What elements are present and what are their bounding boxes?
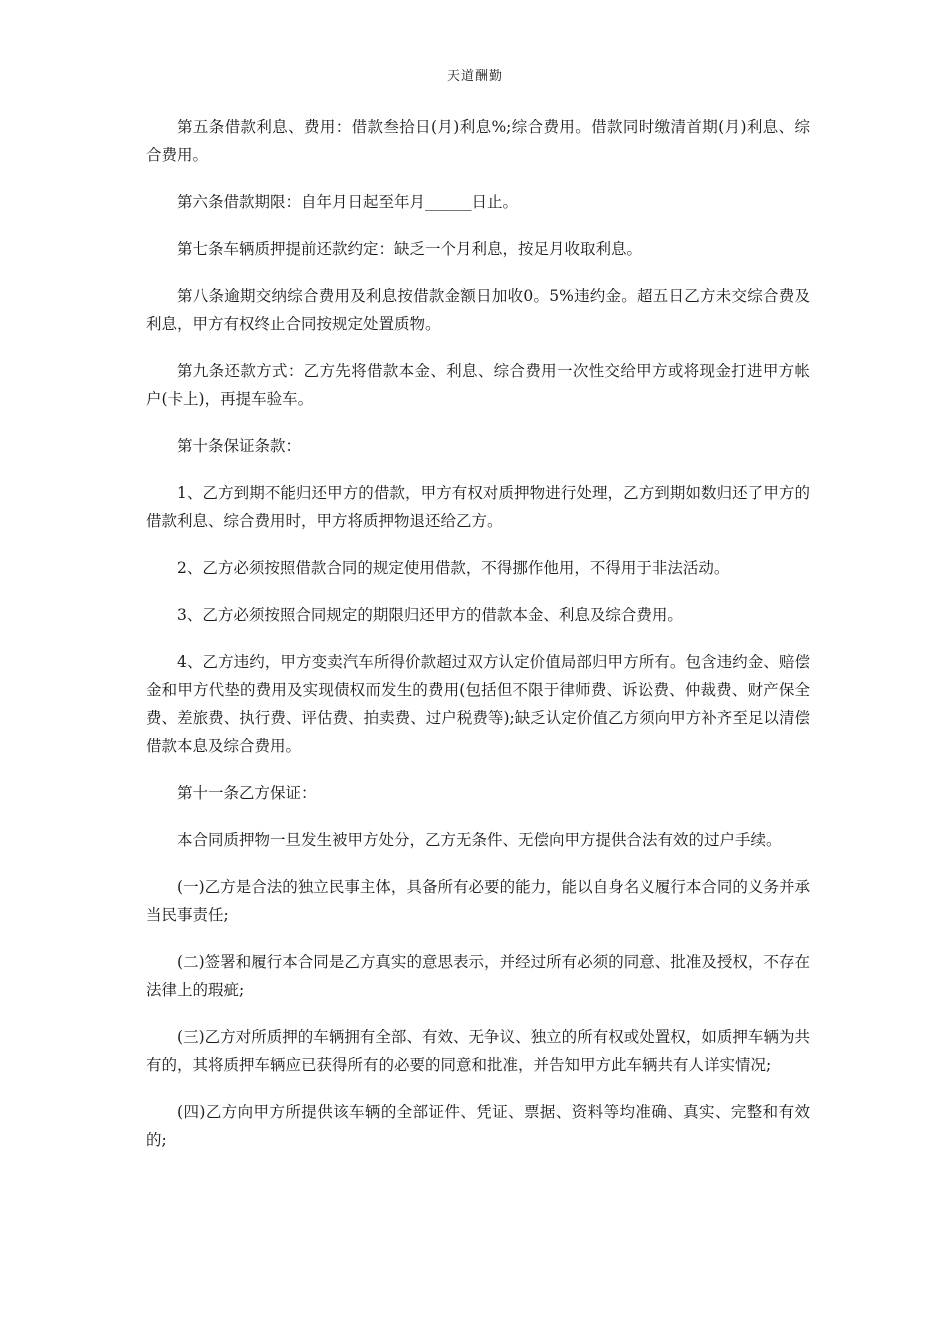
clause-5-interest-fees: 第五条借款利息、费用：借款叁拾日(月)利息%;综合费用。借款同时缴清首期(月)利息、综合费用。 [146,118,810,164]
clause-9-repayment-method: 第九条还款方式：乙方先将借款本金、利息、综合费用一次性交给甲方或将现金打进甲方帐户(卡上)，再提车验车。 [146,362,810,408]
clause-8-overdue-penalty: 第八条逾期交纳综合费用及利息按借款金额日加收0。5%违约金。超五日乙方未交综合费及利息，甲方有权终止合同按规定处置质物。 [146,287,810,333]
page-header: 天道酬勤 [446,69,503,84]
clause-11-heading: 第十一条乙方保证： [177,784,317,802]
clause-10-item-1: 1、乙方到期不能归还甲方的借款，甲方有权对质押物进行处理，乙方到期如数归还了甲方的借款利息、综合费用时，甲方将质押物退还给乙方。 [146,484,810,530]
clause-11-intro: 本合同质押物一旦发生被甲方处分，乙方无条件、无偿向甲方提供合法有效的过户手续。 [177,831,782,849]
clause-11-item-2: (二)签署和履行本合同是乙方真实的意思表示，并经过所有必须的同意、批准及授权，不存在法律上的瑕疵; [146,953,810,999]
clause-6-loan-term: 第六条借款期限：自年月日起至年月______日止。 [177,193,519,211]
clause-11-item-4: (四)乙方向甲方所提供该车辆的全部证件、凭证、票据、资料等均准确、真实、完整和有效的; [146,1103,810,1149]
clause-10-heading: 第十条保证条款： [177,437,302,455]
clause-7-early-repayment: 第七条车辆质押提前还款约定：缺乏一个月利息，按足月收取利息。 [177,240,643,258]
clause-10-item-4: 4、乙方违约，甲方变卖汽车所得价款超过双方认定价值局部归甲方所有。包含违约金、赔偿金和甲方代垫的费用及实现债权而发生的费用(包括但不限于律师费、诉讼费、仲裁费、财产保全费、差旅费、执行费、评估费、拍卖费、过户税费等);缺乏认定价值乙方须向甲方补齐至足以清偿借款本息及综合费用。 [146,653,810,755]
contract-body [146,113,810,1173]
clause-10-item-2: 2、乙方必须按照借款合同的规定使用借款，不得挪作他用，不得用于非法活动。 [177,559,730,577]
clause-10-item-3: 3、乙方必须按照合同规定的期限归还甲方的借款本金、利息及综合费用。 [177,606,683,624]
clause-11-item-1: (一)乙方是合法的独立民事主体，具备所有必要的能力，能以自身名义履行本合同的义务并承当民事责任; [146,878,810,924]
clause-11-item-3: (三)乙方对所质押的车辆拥有全部、有效、无争议、独立的所有权或处置权，如质押车辆为共有的，其将质押车辆应已获得所有的必要的同意和批准，并告知甲方此车辆共有人详实情况; [146,1028,810,1074]
